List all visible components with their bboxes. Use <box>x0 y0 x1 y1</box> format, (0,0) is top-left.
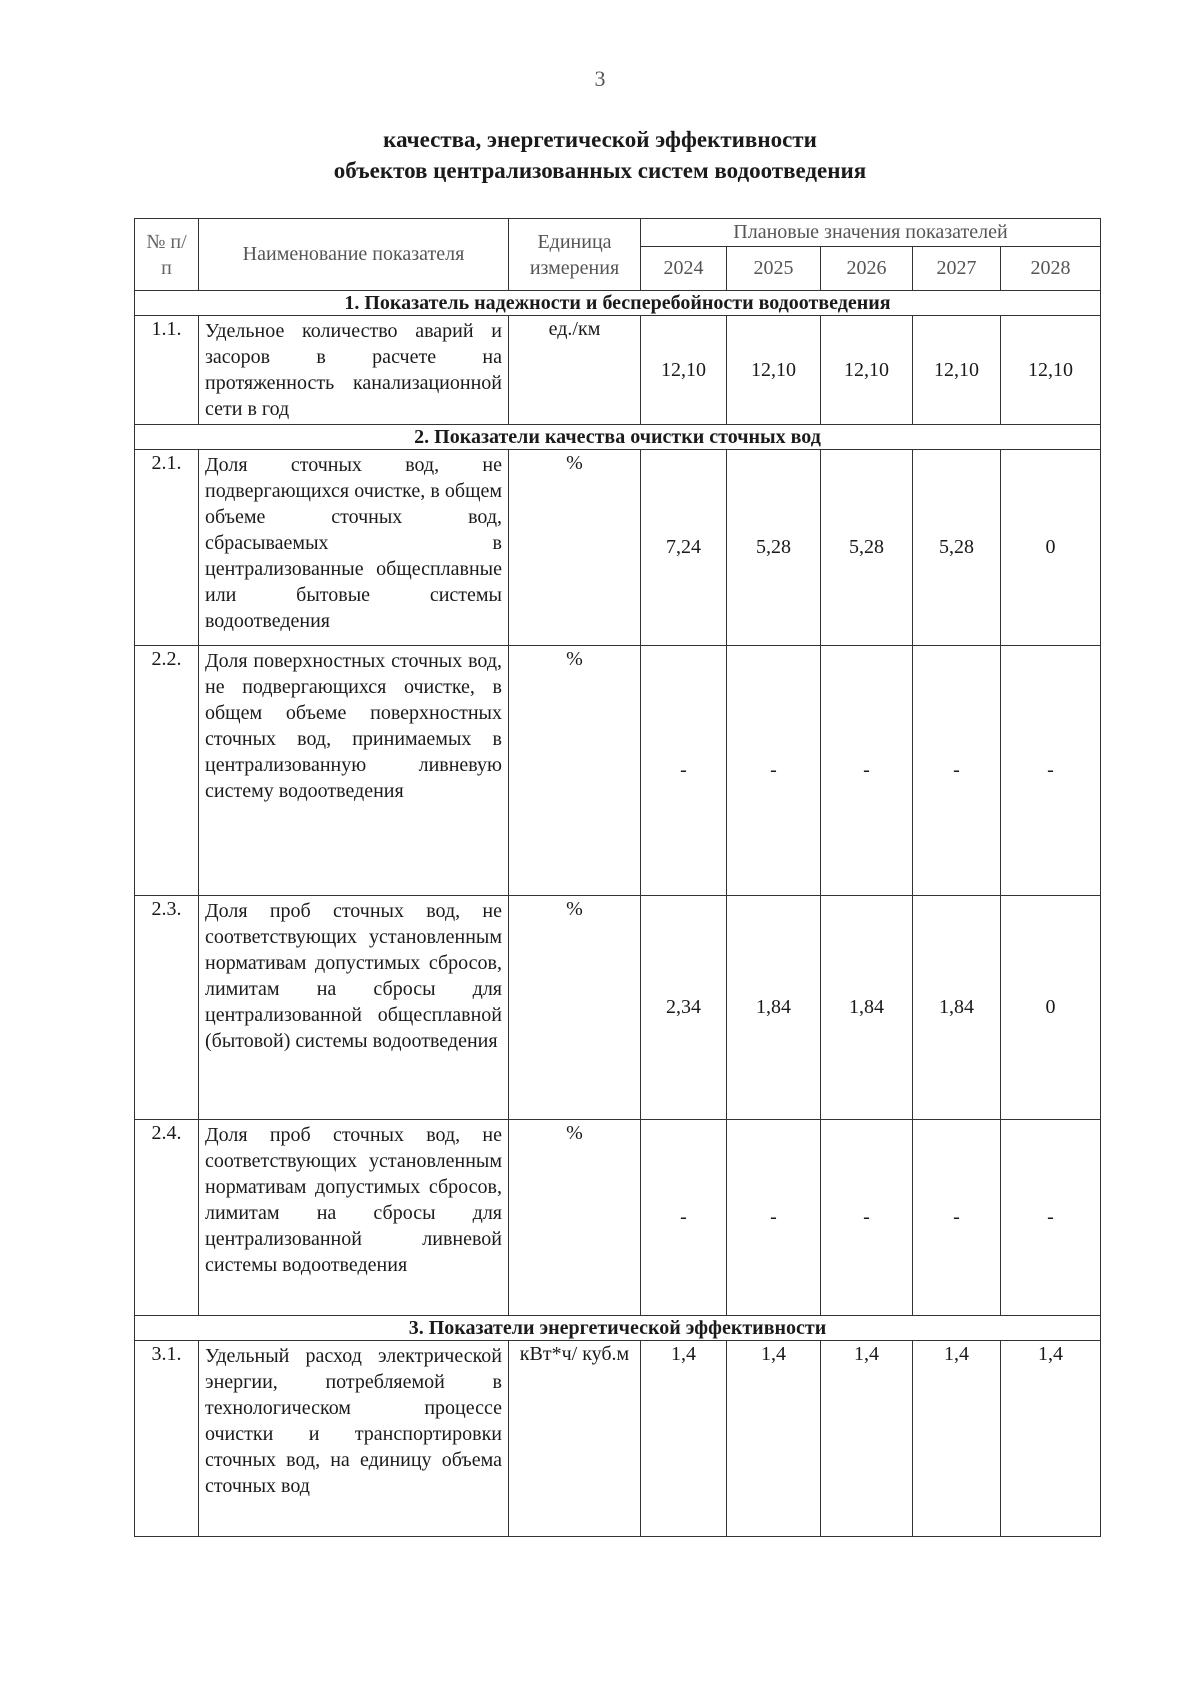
row-unit: % <box>509 896 641 1120</box>
row-value: 0 <box>1001 896 1101 1120</box>
header-name: Наименование показателя <box>199 219 509 291</box>
row-unit: ед./км <box>509 316 641 425</box>
row-value: - <box>913 1120 1001 1316</box>
title-line-1: качества, энергетической эффективности <box>383 127 817 152</box>
row-name: Доля проб сточных вод, не соответствующих установленным нормативам допустимых сбросов, лимитам на сбросы для централизованной общесплавной (бытовой) системы водоотведения <box>199 896 509 1120</box>
row-unit: % <box>509 646 641 896</box>
header-year: 2025 <box>727 247 821 291</box>
row-value: 5,28 <box>913 450 1001 646</box>
row-name: Доля сточных вод, не подвергающихся очистке, в общем объеме сточных вод, сбрасываемых в централизованные общесплавные или бытовые системы водоотведения <box>199 450 509 646</box>
section-title: 2. Показатели качества очистки сточных вод <box>135 425 1101 450</box>
header-num: № п/п <box>135 219 199 291</box>
header-unit: Единица измерения <box>509 219 641 291</box>
row-value: - <box>727 1120 821 1316</box>
row-unit: кВт*ч/ куб.м <box>509 1341 641 1537</box>
indicators-table <box>134 218 1101 1537</box>
page-number: 3 <box>594 66 606 91</box>
row-unit: % <box>509 1120 641 1316</box>
row-num: 2.1. <box>135 450 199 646</box>
row-value: 1,4 <box>727 1341 821 1537</box>
header-year: 2026 <box>821 247 913 291</box>
title-line-2: объектов централизованных систем водоотведения <box>333 158 867 183</box>
row-value: 1,4 <box>641 1341 727 1537</box>
row-value: 5,28 <box>821 450 913 646</box>
section-title: 3. Показатели энергетической эффективности <box>135 1316 1101 1341</box>
row-value: 0 <box>1001 450 1101 646</box>
table-row <box>135 1120 1101 1316</box>
row-num: 3.1. <box>135 1341 199 1537</box>
row-value: 1,84 <box>913 896 1001 1120</box>
row-value: 12,10 <box>913 316 1001 425</box>
row-value: - <box>1001 1120 1101 1316</box>
row-value: - <box>641 1120 727 1316</box>
document-title <box>0 124 1200 186</box>
row-value: - <box>913 646 1001 896</box>
row-value: 1,4 <box>913 1341 1001 1537</box>
table-row <box>135 450 1101 646</box>
row-value: 1,4 <box>1001 1341 1101 1537</box>
row-unit: % <box>509 450 641 646</box>
row-num: 2.3. <box>135 896 199 1120</box>
row-value: 1,4 <box>821 1341 913 1537</box>
row-name: Удельный расход электрической энергии, потребляемой в технологическом процессе очистки и транспортировки сточных вод, на единицу объема сточных вод <box>199 1341 509 1537</box>
section-row <box>135 1316 1101 1341</box>
row-value: 7,24 <box>641 450 727 646</box>
header-year: 2027 <box>913 247 1001 291</box>
section-row <box>135 425 1101 450</box>
header-planned: Плановые значения показателей <box>641 219 1101 247</box>
row-value: 12,10 <box>821 316 913 425</box>
row-num: 2.2. <box>135 646 199 896</box>
row-num: 1.1. <box>135 316 199 425</box>
row-num: 2.4. <box>135 1120 199 1316</box>
row-value: - <box>641 646 727 896</box>
table-row <box>135 896 1101 1120</box>
row-value: 12,10 <box>1001 316 1101 425</box>
table-row <box>135 316 1101 425</box>
row-value: 1,84 <box>821 896 913 1120</box>
row-value: - <box>821 646 913 896</box>
row-value: - <box>821 1120 913 1316</box>
row-value: 1,84 <box>727 896 821 1120</box>
row-value: 12,10 <box>727 316 821 425</box>
section-row <box>135 291 1101 316</box>
row-value: 5,28 <box>727 450 821 646</box>
row-name: Доля проб сточных вод, не соответствующих установленным нормативам допустимых сбросов, лимитам на сбросы для централизованной ливневой системы водоотведения <box>199 1120 509 1316</box>
row-value: - <box>727 646 821 896</box>
row-name: Удельное количество аварий и засоров в расчете на протяженность канализационной сети в год <box>199 316 509 425</box>
table-row <box>135 1341 1101 1537</box>
row-name: Доля поверхностных сточных вод, не подвергающихся очистке, в общем объеме поверхностных сточных вод, принимаемых в централизованную ливневую систему водоотведения <box>199 646 509 896</box>
row-value: - <box>1001 646 1101 896</box>
header-year: 2024 <box>641 247 727 291</box>
table-row <box>135 646 1101 896</box>
section-title: 1. Показатель надежности и бесперебойности водоотведения <box>135 291 1101 316</box>
row-value: 12,10 <box>641 316 727 425</box>
row-value: 2,34 <box>641 896 727 1120</box>
header-year: 2028 <box>1001 247 1101 291</box>
